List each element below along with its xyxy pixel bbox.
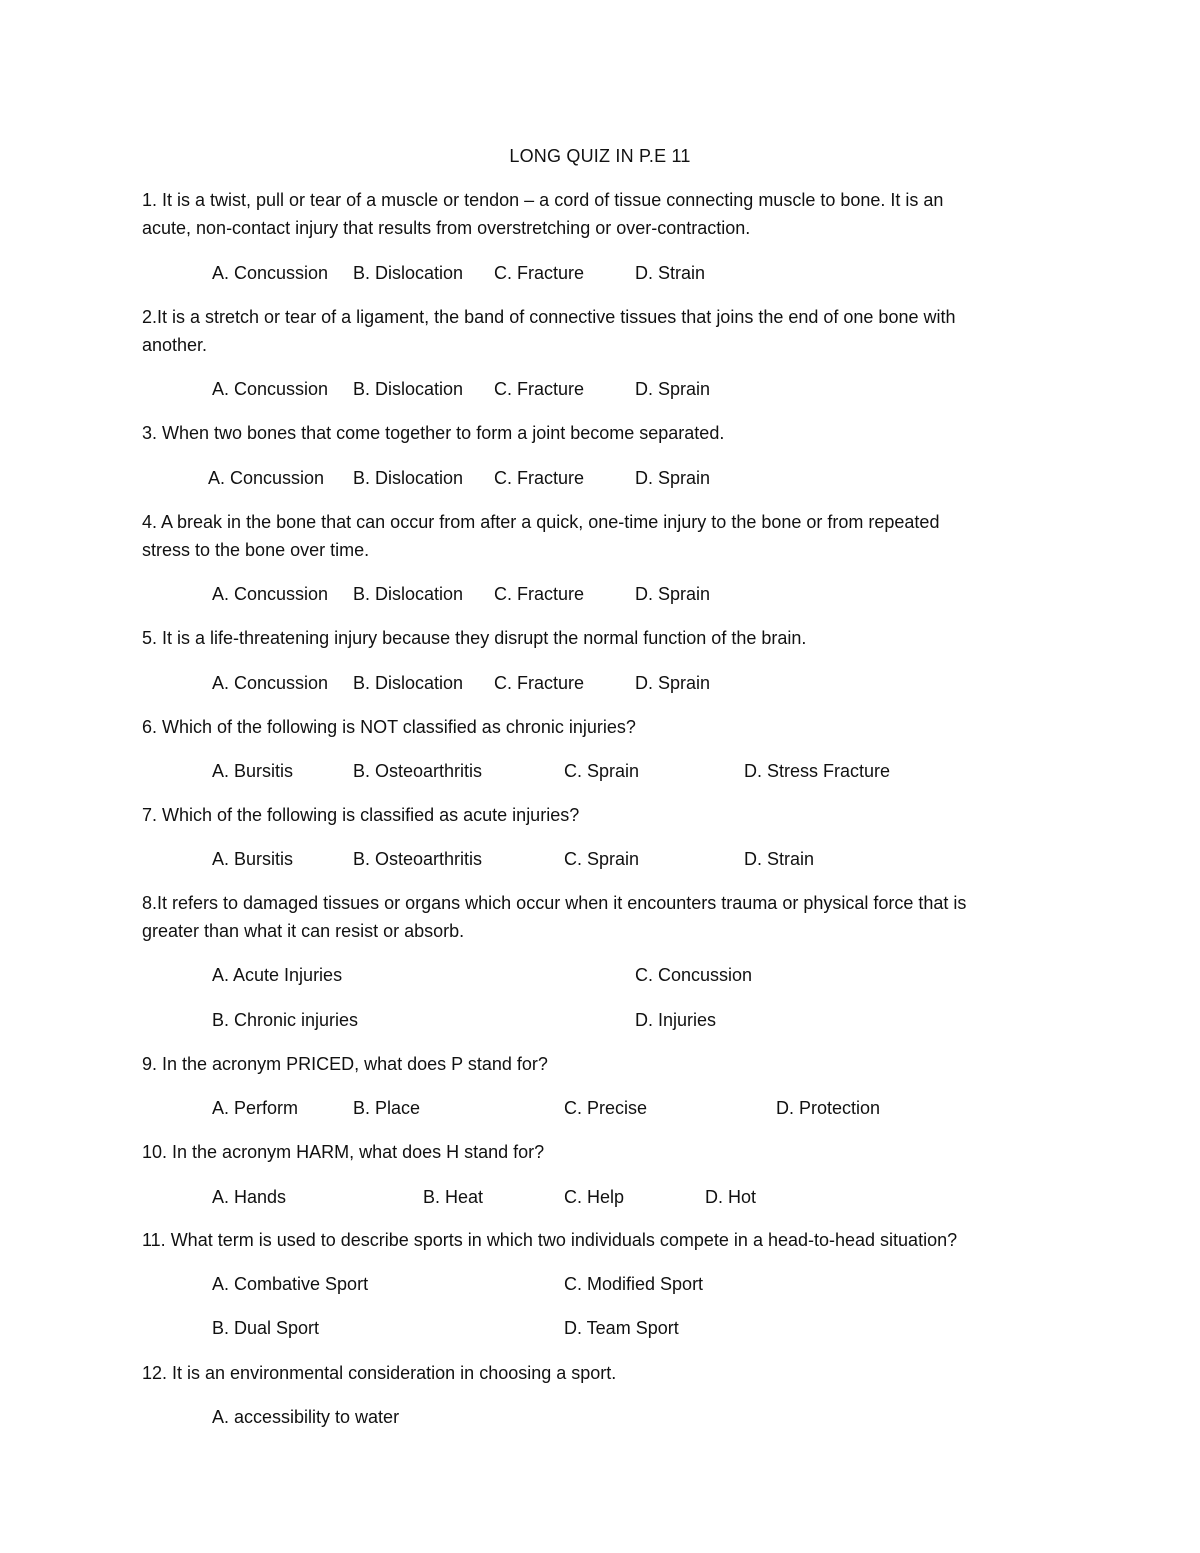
question-7-line-1: 7. Which of the following is classified as acute injuries? bbox=[142, 805, 580, 825]
question-6-option-b: B. Osteoarthritis bbox=[353, 761, 483, 781]
question-10-option-c: C. Help bbox=[564, 1187, 625, 1207]
question-3-line-1: 3. When two bones that come together to form a joint become separated. bbox=[142, 423, 725, 443]
question-7-option-c: C. Sprain bbox=[564, 849, 640, 869]
question-9-option-b: B. Place bbox=[353, 1098, 421, 1118]
question-9-option-d: D. Protection bbox=[776, 1098, 881, 1118]
question-4-option-a: A. Concussion bbox=[212, 584, 329, 604]
question-5-option-c: C. Fracture bbox=[494, 673, 585, 693]
question-9-option-a: A. Perform bbox=[212, 1098, 299, 1118]
question-8-option-a: A. Acute Injuries bbox=[212, 965, 343, 985]
question-10-option-a: A. Hands bbox=[212, 1187, 287, 1207]
question-1-option-d: D. Strain bbox=[635, 263, 706, 283]
question-5-line-1: 5. It is a life-threatening injury because they disrupt the normal function of the brain. bbox=[142, 628, 807, 648]
question-11-option-d: D. Team Sport bbox=[564, 1318, 679, 1338]
page-title: LONG QUIZ IN P.E 11 bbox=[509, 146, 691, 166]
question-3-option-a: A. Concussion bbox=[208, 468, 325, 488]
question-10-option-d: D. Hot bbox=[705, 1187, 757, 1207]
question-3-option-b: B. Dislocation bbox=[353, 468, 464, 488]
question-8-line-2: greater than what it can resist or absorb. bbox=[142, 921, 465, 941]
question-1-line-1: 1. It is a twist, pull or tear of a muscle or tendon – a cord of tissue connecting muscle to bone. It is an bbox=[142, 190, 944, 210]
question-6-option-d: D. Stress Fracture bbox=[744, 761, 891, 781]
question-4-option-b: B. Dislocation bbox=[353, 584, 464, 604]
question-11-line-1: 11. What term is used to describe sports in which two individuals compete in a head-to-head situation? bbox=[142, 1230, 958, 1250]
question-2-line-2: another. bbox=[142, 335, 208, 355]
question-3-option-c: C. Fracture bbox=[494, 468, 585, 488]
question-7-option-d: D. Strain bbox=[744, 849, 815, 869]
question-5-option-b: B. Dislocation bbox=[353, 673, 464, 693]
question-5-option-a: A. Concussion bbox=[212, 673, 329, 693]
question-12-option-a: A. accessibility to water bbox=[212, 1407, 400, 1427]
question-8-option-b: B. Chronic injuries bbox=[212, 1010, 359, 1030]
question-3-option-d: D. Sprain bbox=[635, 468, 711, 488]
question-6-option-a: A. Bursitis bbox=[212, 761, 294, 781]
question-2-option-d: D. Sprain bbox=[635, 379, 711, 399]
question-1-line-2: acute, non-contact injury that results from overstretching or over-contraction. bbox=[142, 218, 751, 238]
question-10-option-b: B. Heat bbox=[423, 1187, 484, 1207]
question-4-option-c: C. Fracture bbox=[494, 584, 585, 604]
question-1-option-a: A. Concussion bbox=[212, 263, 329, 283]
question-7-option-a: A. Bursitis bbox=[212, 849, 294, 869]
question-6-line-1: 6. Which of the following is NOT classified as chronic injuries? bbox=[142, 717, 636, 737]
question-4-line-1: 4. A break in the bone that can occur from after a quick, one-time injury to the bone or from repeated bbox=[142, 512, 940, 532]
question-4-line-2: stress to the bone over time. bbox=[142, 540, 370, 560]
question-11-option-b: B. Dual Sport bbox=[212, 1318, 320, 1338]
question-8-option-d: D. Injuries bbox=[635, 1010, 717, 1030]
question-2-option-a: A. Concussion bbox=[212, 379, 329, 399]
question-11-option-a: A. Combative Sport bbox=[212, 1274, 369, 1294]
question-6-option-c: C. Sprain bbox=[564, 761, 640, 781]
question-1-option-b: B. Dislocation bbox=[353, 263, 464, 283]
question-10-line-1: 10. In the acronym HARM, what does H stand for? bbox=[142, 1142, 545, 1162]
question-8-line-1: 8.It refers to damaged tissues or organs which occur when it encounters trauma or physical force that is bbox=[142, 893, 967, 913]
question-12-line-1: 12. It is an environmental consideration in choosing a sport. bbox=[142, 1363, 617, 1383]
question-2-line-1: 2.It is a stretch or tear of a ligament, the band of connective tissues that joins the end of one bone with bbox=[142, 307, 956, 327]
question-5-option-d: D. Sprain bbox=[635, 673, 711, 693]
question-8-option-c: C. Concussion bbox=[635, 965, 753, 985]
question-7-option-b: B. Osteoarthritis bbox=[353, 849, 483, 869]
question-2-option-c: C. Fracture bbox=[494, 379, 585, 399]
question-9-option-c: C. Precise bbox=[564, 1098, 648, 1118]
question-11-option-c: C. Modified Sport bbox=[564, 1274, 704, 1294]
question-2-option-b: B. Dislocation bbox=[353, 379, 464, 399]
question-9-line-1: 9. In the acronym PRICED, what does P stand for? bbox=[142, 1054, 548, 1074]
question-1-option-c: C. Fracture bbox=[494, 263, 585, 283]
question-4-option-d: D. Sprain bbox=[635, 584, 711, 604]
